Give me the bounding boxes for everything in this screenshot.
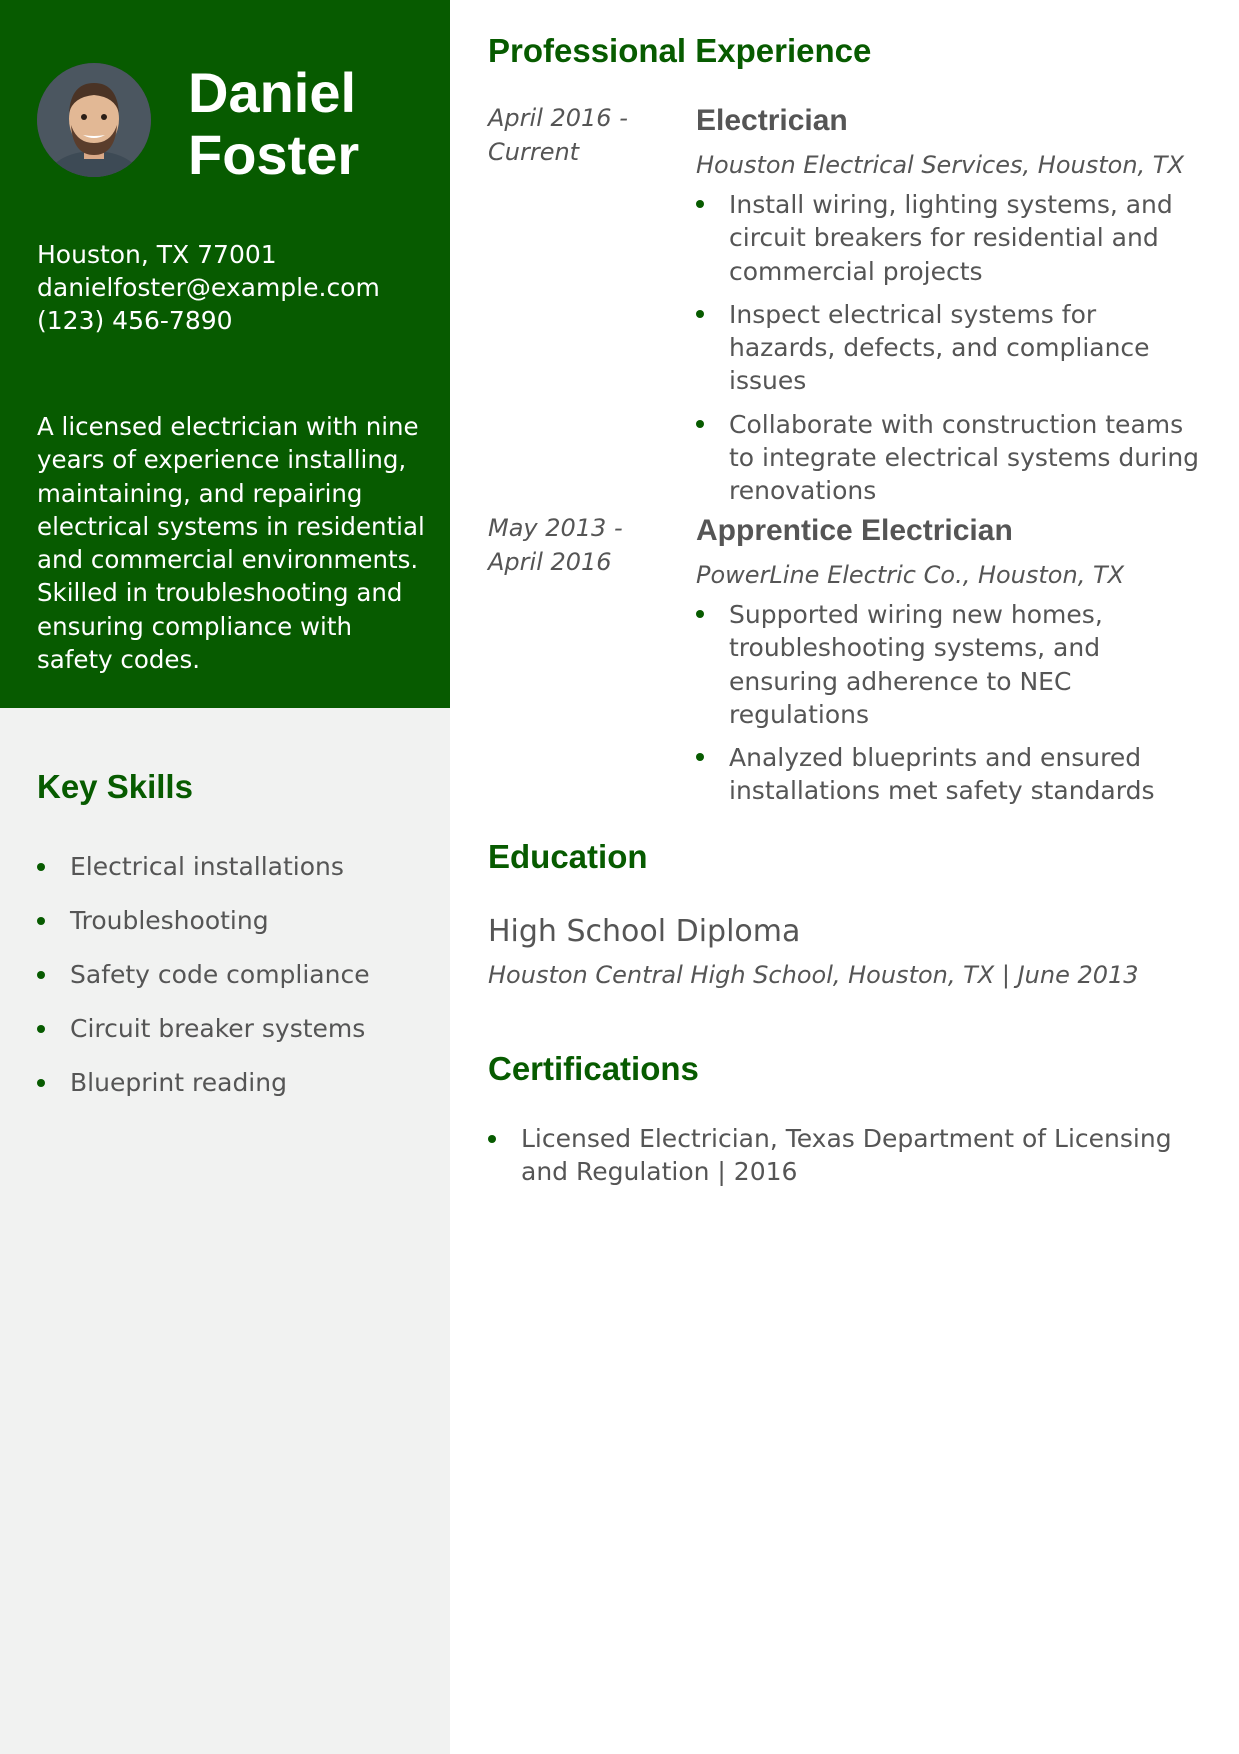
job-dates: April 2016 - Current	[488, 104, 628, 166]
skill-item: Troubleshooting	[37, 904, 370, 958]
job-bullet: Inspect electrical systems for hazards, defects, and compliance issues	[696, 298, 1206, 398]
job-bullet: Analyzed blueprints and ensured installations met safety standards	[696, 741, 1206, 808]
skill-item: Electrical installations	[37, 850, 370, 904]
education-school: Houston Central High School, Houston, TX | June 2013	[488, 961, 1139, 989]
skill-item: Circuit breaker systems	[37, 1012, 370, 1066]
certification-item: Licensed Electrician, Texas Department of Licensing and Regulation | 2016	[488, 1122, 1208, 1189]
job-bullets	[696, 598, 1206, 808]
email[interactable]: danielfoster@example.com	[37, 273, 380, 302]
skills-list	[37, 850, 370, 1120]
skill-item: Blueprint reading	[37, 1066, 370, 1120]
bullet-icon	[696, 753, 704, 761]
location: Houston, TX 77001	[37, 240, 277, 269]
bullet-icon	[37, 1079, 45, 1087]
job-title: Electrician	[696, 104, 848, 137]
skill-item: Safety code compliance	[37, 958, 370, 1012]
experience-title: Professional Experience	[488, 32, 872, 69]
job-bullet: Install wiring, lighting systems, and circuit breakers for residential and commercial projects	[696, 188, 1206, 288]
job-dates: May 2013 - April 2016	[488, 514, 623, 576]
bullet-icon	[488, 1135, 496, 1143]
summary: A licensed electrician with nine years of experience installing, maintaining, and repairing electrical systems in residential and commercial environments. Skilled in troubleshooting and ensuring compliance with safety codes.	[37, 412, 425, 675]
contact-info	[37, 238, 380, 337]
job-company: PowerLine Electric Co., Houston, TX	[696, 561, 1125, 589]
education-title: Education	[488, 838, 648, 875]
job-company: Houston Electrical Services, Houston, TX	[696, 151, 1184, 179]
job-title: Apprentice Electrician	[696, 514, 1013, 547]
bullet-icon	[696, 310, 704, 318]
skills-title: Key Skills	[37, 768, 193, 805]
certifications-list	[488, 1122, 1208, 1189]
job-details	[696, 101, 1206, 518]
bullet-icon	[696, 420, 704, 428]
certifications-title: Certifications	[488, 1050, 699, 1087]
phone[interactable]: (123) 456-7890	[37, 306, 233, 335]
job-bullet: Supported wiring new homes, troubleshooting systems, and ensuring adherence to NEC regulations	[696, 598, 1206, 731]
avatar	[37, 63, 151, 177]
bullet-icon	[37, 863, 45, 871]
bullet-icon	[37, 971, 45, 979]
bullet-icon	[37, 917, 45, 925]
education-degree: High School Diploma	[488, 914, 801, 949]
job-bullets	[696, 188, 1206, 508]
last-name: Foster	[188, 123, 360, 186]
job-bullet: Collaborate with construction teams to integrate electrical systems during renovations	[696, 408, 1206, 508]
bullet-icon	[696, 200, 704, 208]
candidate-name	[188, 62, 359, 186]
job-details	[696, 511, 1206, 818]
first-name: Daniel	[188, 61, 357, 124]
bullet-icon	[696, 610, 704, 618]
bullet-icon	[37, 1025, 45, 1033]
